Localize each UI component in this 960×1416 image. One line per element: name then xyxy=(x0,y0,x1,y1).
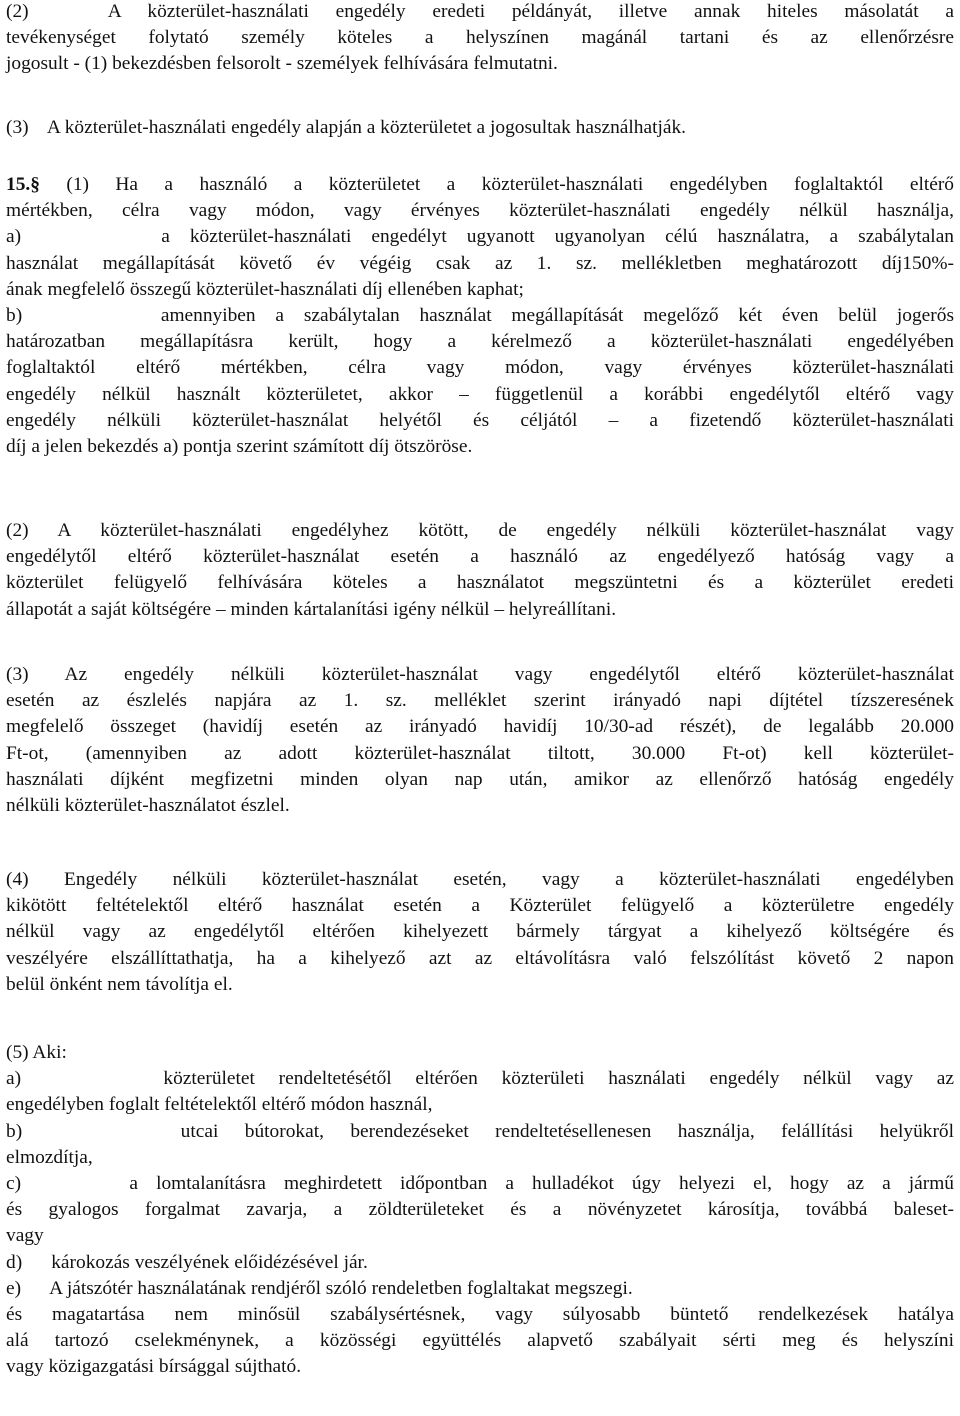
text-line: nélkül vagy az engedélytől eltérően kihelyezett bármely tárgyat a kihelyező költségére és xyxy=(6,921,954,943)
text-line: közterület felügyelő felhívására köteles a használatot megszüntetni és a közterület eredeti xyxy=(6,572,954,594)
text-line: nélküli közterület-használatot észlel. xyxy=(6,795,290,817)
text-line: Ft-ot, (amennyiben az adott közterület-használat tiltott, 30.000 Ft-ot) kell közterület- xyxy=(6,742,954,764)
section-15-paragraph-3 xyxy=(6,662,954,819)
text-line: használati díjként megfizetni minden olyan nap után, amikor az ellenőrző hatóság engedély xyxy=(6,768,954,790)
text-line: és gyalogos forgalmat zavarja, a zöldterületeket és a növényzetet károsítja, továbbá baleset- xyxy=(6,1199,954,1221)
text-line: esetén az észlelés napjára az 1. sz. melléklet szerint irányadó napi díjtétel tízszeresének xyxy=(6,690,954,712)
section-15-paragraph-4 xyxy=(6,867,954,998)
text-line: e) A játszótér használatának rendjéről szóló rendeletben foglaltakat megszegi. xyxy=(6,1277,633,1299)
text-line xyxy=(6,172,954,198)
text-line: b) utcai bútorokat, berendezéseket rendeltetésellenesen használja, felállítási helyükről xyxy=(6,1120,954,1142)
text-line: és magatartása nem minősül szabálysértésnek, vagy súlyosabb büntető rendelkezések hatálya xyxy=(6,1304,954,1326)
text-line: díj a jelen bekezdés a) pontja szerint számított díj ötszöröse. xyxy=(6,436,473,458)
text-line: tevékenységet folytató személy köteles a helyszínen magánál tartani és az ellenőrzésre xyxy=(6,27,954,49)
text-line: elmozdítja, xyxy=(6,1146,93,1168)
text-line: b) amennyiben a szabálytalan használat megállapítását megelőző két éven belül jogerős xyxy=(6,305,954,327)
text-line: belül önként nem távolítja el. xyxy=(6,973,233,995)
text-line: d) károkozás veszélyének előidézésével jár. xyxy=(6,1251,368,1273)
section-15-paragraph-5 xyxy=(6,1040,954,1381)
text-line: állapotát a saját költségére – minden kártalanítási igény nélkül – helyreállítani. xyxy=(6,598,617,620)
section-15-paragraph-2 xyxy=(6,518,954,623)
text-line: (4) Engedély nélküli közterület-használat esetén, vagy a közterület-használati engedélyben xyxy=(6,869,954,890)
text-line: alá tartozó cselekménynek, a közösségi együttélés alapvető szabályait sérti meg és helyszíni xyxy=(6,1330,954,1352)
text-line: vagy xyxy=(6,1225,44,1247)
text-line: ának megfelelő összegű közterület-használati díj ellenében kaphat; xyxy=(6,278,524,300)
text-line: (5) Aki: xyxy=(6,1042,67,1063)
text-line: megfelelő összeget (havidíj esetén az irányadó havidíj 10/30-ad részét), de legalább 20.000 xyxy=(6,716,954,738)
text-line: engedély nélküli közterület-használat helyétől és céljától – a fizetendő közterület-használati xyxy=(6,409,954,431)
text-line: a) a közterület-használati engedélyt ugyanott ugyanolyan célú használatra, a szabálytalan xyxy=(6,226,954,248)
text-line: vagy közigazgatási bírsággal sújtható. xyxy=(6,1356,302,1378)
text-line: foglaltaktól eltérő mértékben, célra vagy módon, vagy érvényes közterület-használati xyxy=(6,357,954,379)
text-line: jogosult - (1) bekezdésben felsorolt - személyek felhívására felmutatni. xyxy=(6,53,558,75)
section-15-paragraph-1 xyxy=(6,172,954,460)
text-line: engedély nélkül használt közterületet, akkor – függetlenül a korábbi engedélytől eltérő vagy xyxy=(6,383,954,405)
text-line: engedélyben foglalt feltételektől eltérő módon használ, xyxy=(6,1094,433,1116)
text-line: (3) A közterület-használati engedély alapján a közterületet a jogosultak használhatják. xyxy=(6,117,687,138)
paragraph-3 xyxy=(6,115,954,141)
text-line: kikötött feltételektől eltérő használat esetén a Közterület felügyelő a közterületre engedély xyxy=(6,895,954,917)
text-line: c) a lomtalanításra meghirdetett időpontban a hulladékot úgy helyezi el, hogy az a jármű xyxy=(6,1173,954,1195)
text-line: (3) Az engedély nélküli közterület-használat vagy engedélytől eltérő közterület-használat xyxy=(6,664,954,685)
text-line: (2) A közterület-használati engedélyhez kötött, de engedély nélküli közterület-használat vagy xyxy=(6,520,954,541)
text-line: engedélytől eltérő közterület-használat esetén a használó az engedélyező hatóság vagy a xyxy=(6,546,954,568)
section-number: 15.§ xyxy=(6,174,40,195)
text-segment: (1) Ha a használó a közterületet a közterület-használati engedélyben foglaltaktól eltérő xyxy=(39,174,954,195)
text-line: használat megállapítását követő év végéig csak az 1. sz. mellékletben meghatározott díj150%- xyxy=(6,252,954,274)
text-line: veszélyére elszállíttathatja, ha a kihelyező azt az eltávolításra való felszólítást követő 2 napon xyxy=(6,947,954,969)
paragraph-2 xyxy=(6,0,954,78)
text-line: a) közterületet rendeltetésétől eltérően közterületi használati engedély nélkül vagy az xyxy=(6,1068,954,1090)
text-line: határozatban megállapításra került, hogy a kérelmező a közterület-használati engedélyében xyxy=(6,331,954,353)
text-line: (2) A közterület-használati engedély eredeti példányát, illetve annak hiteles másolatát a xyxy=(6,1,954,22)
text-line: mértékben, célra vagy módon, vagy érvényes közterület-használati engedély nélkül használja, xyxy=(6,200,954,222)
